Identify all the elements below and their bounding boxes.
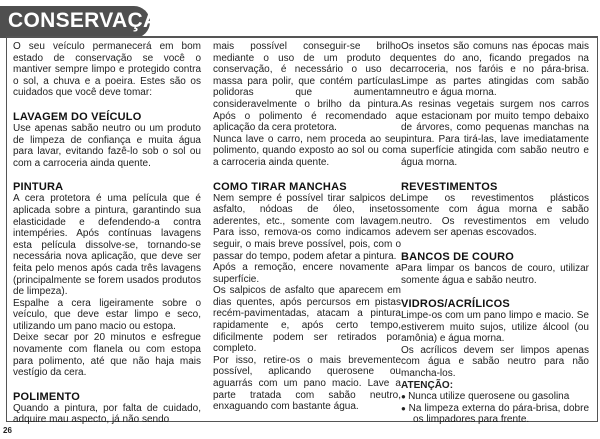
intro-paragraph: O seu veículo permanecerá em bom estado de conservação se você o mantiver sempre limpo e protegido contra o sol, a chuva e a poeira. Estes são os cuidados que você deve tomar:: [13, 41, 201, 99]
pintura-paragraph-2: Espalhe a cera ligeiramente sobre o veículo, que deve estar limpo e seco, utilizando um pano macio ou estopa.: [13, 297, 201, 332]
page-number: 26: [3, 426, 12, 435]
atencao-bullet-2: ● Na limpeza externa do pára-brisa, dobre os limpadores para frente.: [401, 403, 589, 426]
pintura-paragraph-1: A cera protetora é uma película que é aplicada sobre a pintura, garantindo sua elasticidade e defendendo-a contra intempéries. Após contínuas lavagens esta película dissolve-se, tornando-se necessária nova aplicação, que deve ser feita pelo menos após cada três lavagens (principalmente se forem usados produtos de limpeza).: [13, 193, 201, 298]
manchas-paragraph-2: Após a remoção, encere novamente a superfície.: [213, 262, 401, 285]
manchas-paragraph-4: Por isso, retire-os o mais brevemente possível, aplicando querosene ou aguarrás com um pano macio. Lave a parte tratada com sabão neutro, enxaguando com bastante água.: [213, 354, 401, 413]
lavagem-text: Use apenas sabão neutro ou um produto de limpeza de confiança e muita água para lavar, evitando fazê-lo sob o sol ou com a carroceria ainda quente.: [13, 122, 201, 169]
heading-vidros: VIDROS/ACRÍLICOS: [401, 298, 510, 311]
polimento-paragraph-1: Quando a pintura, por falta de cuidado, adquire mau aspecto, já não sendo: [13, 402, 201, 426]
bancos-text: Para limpar os bancos de couro, utilizar somente água e sabão neutro.: [401, 262, 589, 286]
insetos-paragraph: Os insetos são comuns nas épocas mais quentes do ano, ficando pregados na carroceria, nos faróis e no pára-brisa. Limpe as partes atingidas com sabão neutro e água morna.: [401, 41, 589, 99]
polimento-paragraph-2: Nunca lave o carro, nem proceda ao seu polimento, quando exposto ao sol ou com a carroceria ainda quente.: [213, 133, 401, 168]
section-banner: [0, 6, 176, 38]
page-title: CONSERVAÇÃO: [8, 9, 176, 32]
heading-revestimentos: REVESTIMENTOS: [401, 180, 498, 193]
polimento-continued: mais possível conseguir-se brilho mediante o uso de um produto de conservação, é necessário o uso de massa para polir, que contém partículas polidoras que aumentam consideravelmente o brilho da pintura. Após o polimento é recomendado a aplicação da cera protetora.: [213, 41, 401, 134]
column-3: [401, 41, 590, 426]
vidros-paragraph-1: Limpe-os com um pano limpo e macio. Se estiverem muito sujos, utilize álcool (ou amônia) e água morna.: [401, 310, 589, 345]
heading-manchas: COMO TIRAR MANCHAS: [213, 180, 347, 193]
manchas-paragraph-3: Os salpicos de asfalto que aparecem em dias quentes, após percursos em pistas recém-pavimentadas, atacam a pintura rapidamente e, após certo tempo, dificilmente podem ser retirados por completo.: [213, 285, 401, 355]
column-1: [13, 41, 201, 426]
vidros-paragraph-2: Os acrílicos devem ser limpos apenas com água e sabão neutro para não mancha-los.: [401, 344, 589, 380]
heading-lavagem: LAVAGEM DO VEÍCULO: [13, 110, 142, 123]
manchas-paragraph-1: Nem sempre é possível tirar salpicos de asfalto, nódoas de óleo, insetos aderentes, etc., somente com lavagem. Para isso, remova-os como indicamos a seguir, o mais breve possível, pois, com o passar do tempo, podem afetar a pintura.: [213, 192, 401, 262]
heading-polimento: POLIMENTO: [13, 390, 80, 403]
atencao-bullet-1: ● Nunca utilize querosene ou gasolina: [401, 391, 589, 403]
heading-bancos: BANCOS DE COURO: [401, 250, 515, 263]
resinas-paragraph: As resinas vegetais surgem nos carros que estacionam por muito tempo debaixo de árvores, como pequenas manchas na pintura. Para tirá-las, lave imediatamente a superfície atingida com sabão neutro e água morna.: [401, 98, 589, 168]
pintura-paragraph-3: Deixe secar por 20 minutos e esfregue novamente com flanela ou com estopa para polimento, até que não haja mais vestígio da cera.: [13, 332, 201, 379]
revestimentos-text: Limpe os revestimentos plásticos somente com água morna e sabão neutro. Os revestimentos em veludo devem ser apenas escovados.: [401, 192, 589, 239]
heading-pintura: PINTURA: [13, 181, 64, 194]
atencao-label: ATENÇÃO:: [401, 379, 454, 391]
column-2: [213, 41, 401, 419]
